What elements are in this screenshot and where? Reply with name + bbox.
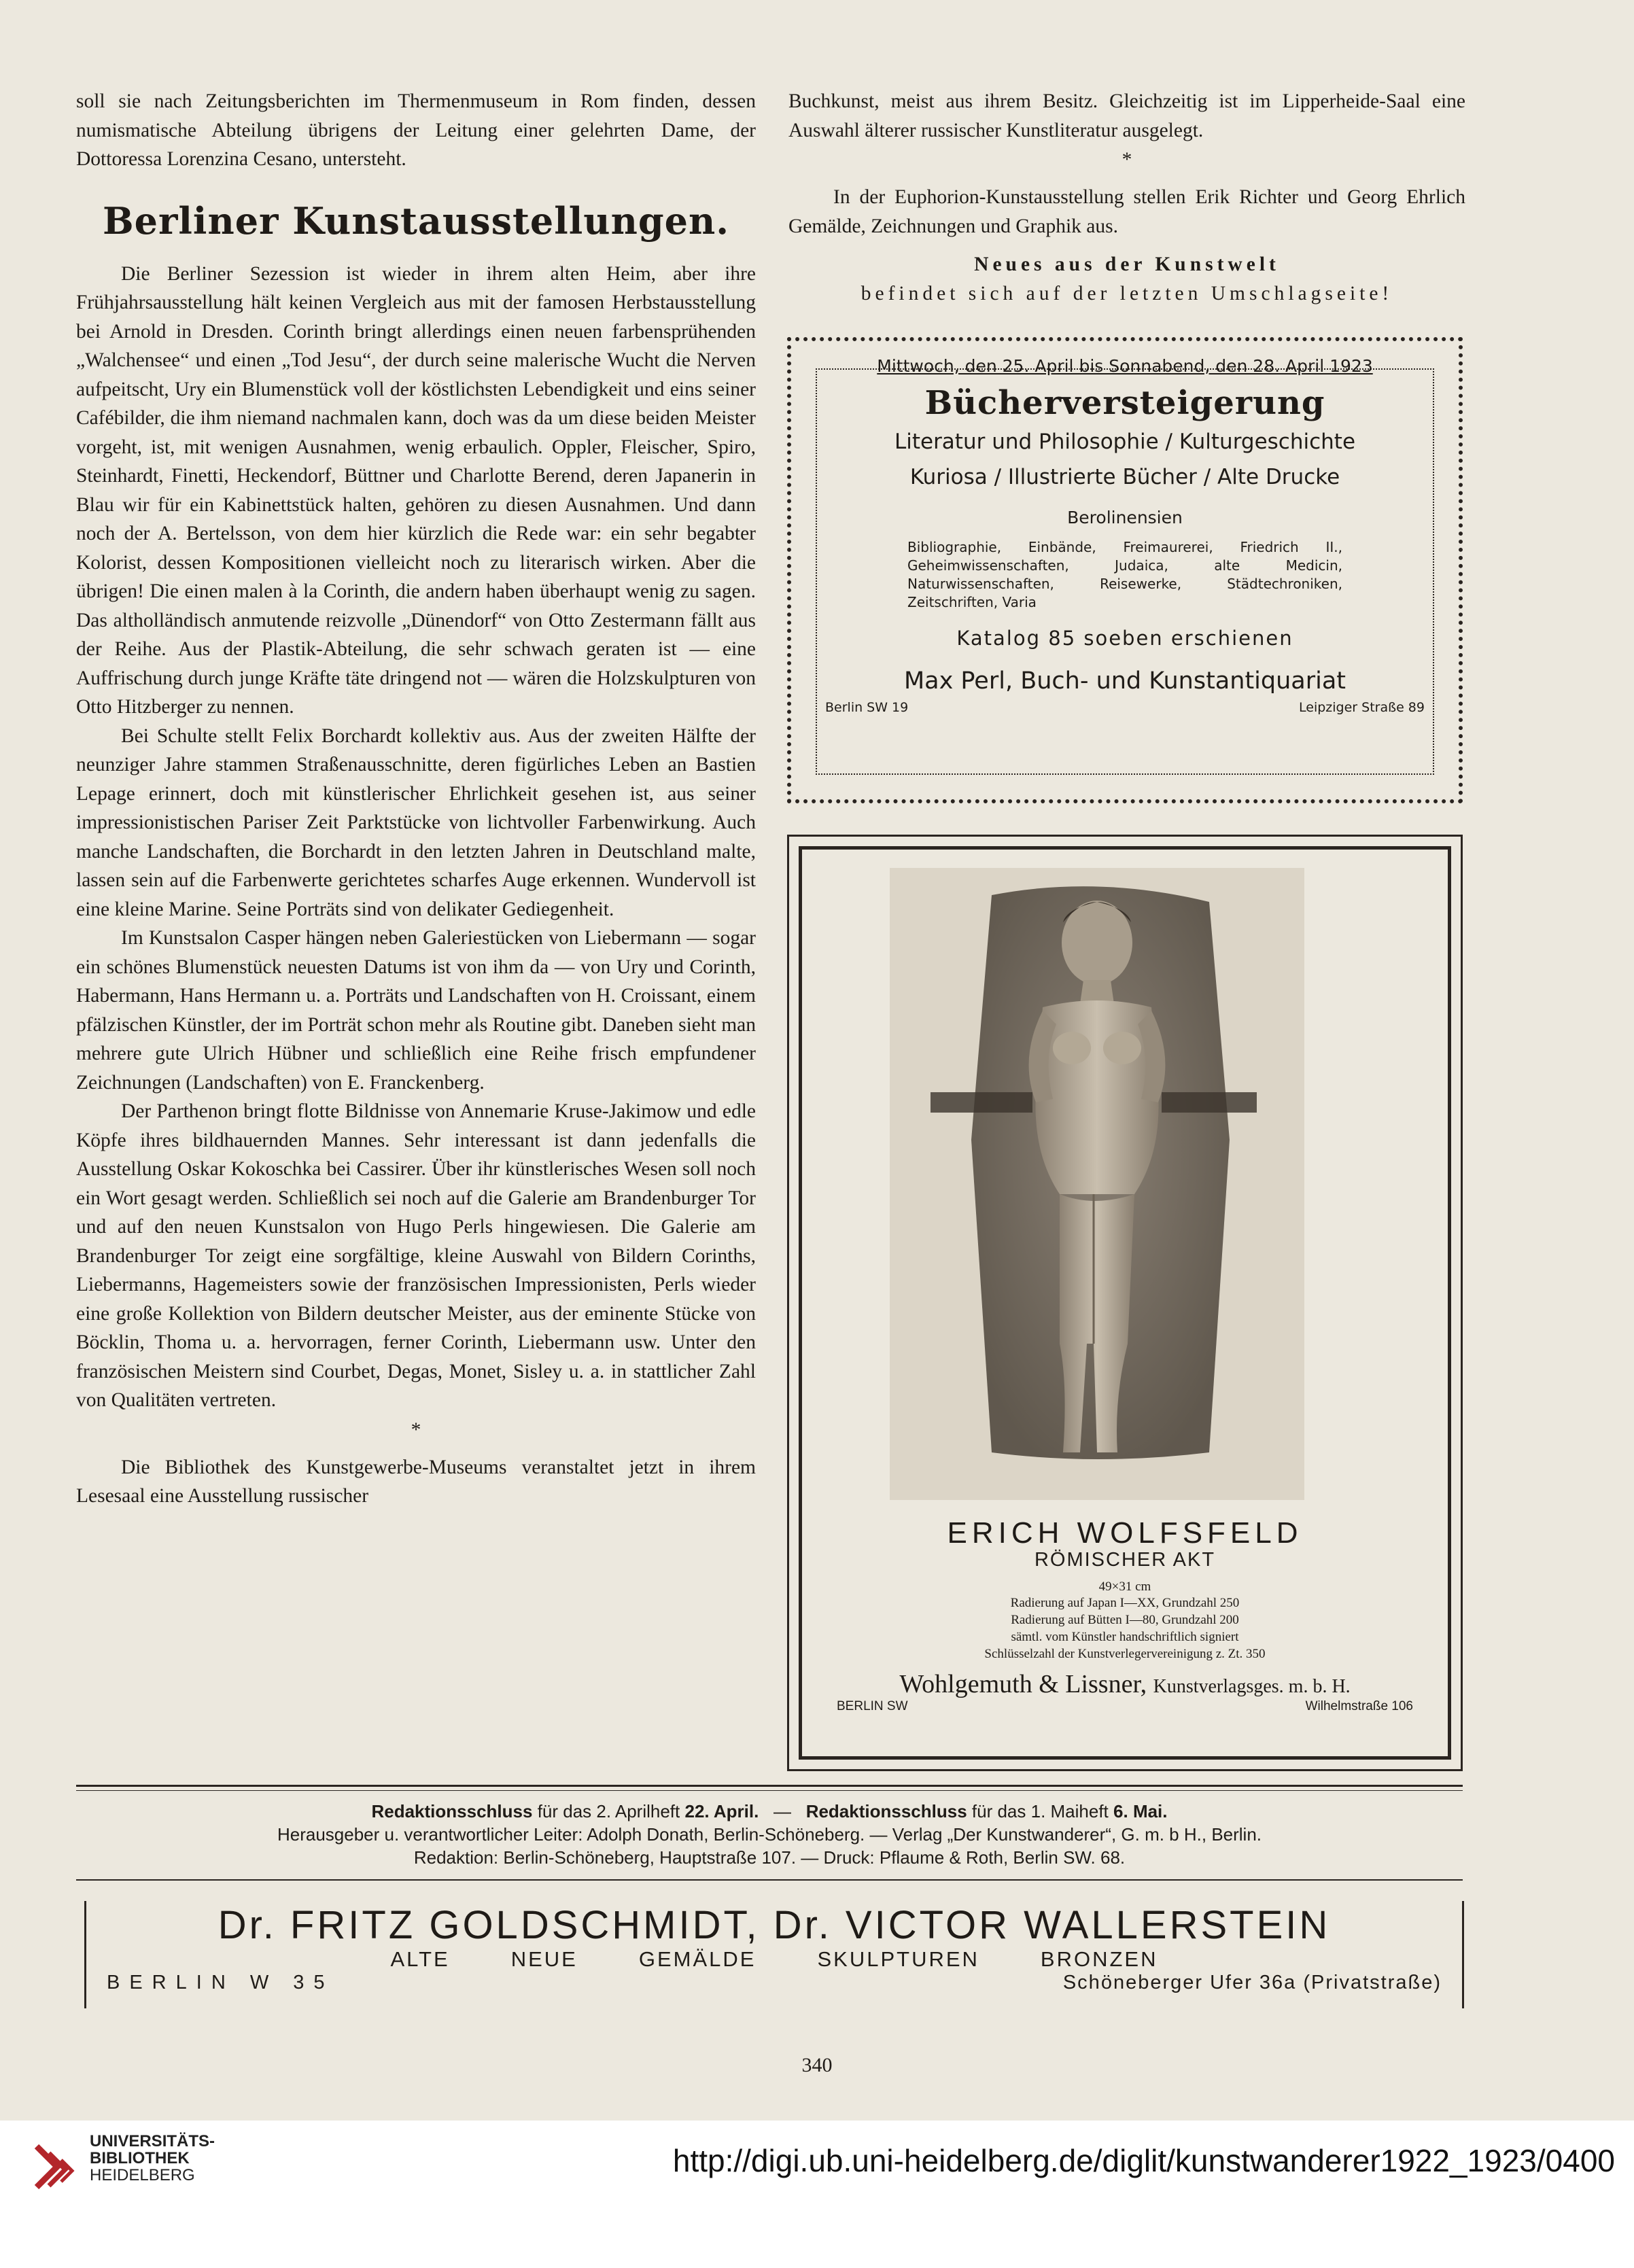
source-url[interactable]: http://digi.ub.uni-heidelberg.de/diglit/kunstwanderer1922_1923/0400 [672,2143,1615,2178]
artwork-size: 49×31 cm [1098,1580,1151,1594]
divider [76,1790,1463,1791]
deadline-line [76,1800,1463,1823]
artwork-advertisement [787,835,1463,1771]
category: NEUE [510,1947,578,1971]
gallery-categories [86,1947,1462,1972]
edition-info: sämtl. vom Künstler handschriftlich signiert [1011,1630,1239,1644]
auction-date: Mittwoch, den 25. April bis Sonnabend, den 28. April 1923 [877,356,1373,376]
paragraph: Im Kunstsalon Casper hängen neben Galeriestücken von Liebermann — sogar ein schönes Blumenstück neuesten Datums ist von ihm da — von Ury und Corinth, Habermann, Hans Hermann u. a. Porträts und Landschaften von H. Croissant, einem pfälzischen Künstler, der im Porträt schon mehr als Routine gibt. Daneben sieht man mehrere gute Ulrich Hübner und schließlich eine Reihe frisch empfundener Zeichnungen (Landschaften) von E. Franckenberg. [76,927,756,1094]
editorial-line: Redaktion: Berlin-Schöneberg, Hauptstraße 107. — Druck: Pflaume & Roth, Berlin SW. 68. [413,1847,1126,1868]
notice-heading: Neues aus der Kunstwelt [974,254,1280,275]
library-logo-icon-svg [30,2140,92,2202]
publisher-name: Wohlgemuth & Lissner, [899,1670,1147,1698]
address-city: BERLIN SW [837,1699,908,1713]
paragraph: Die Berliner Sezession ist wieder in ihrem alten Heim, aber ihre Frühjahrsausstellung hält keinen Vergleich aus mit der famosen Herbstausstellung bei Arnold in Dresden. Corinth bringt allerdings einen neuen farbensprühenden „Walchensee“ und einen „Tod Jesu“, der durch seine malerische Wucht die Nerven aufpeitscht, Ury ein Blumenstück voll der köstlichsten Lebendigkeit und eins seiner Cafébilder, die ihm niemand nachmalen kann, doch was da um diese beiden Meister vorgeht, ist, mit wenigen Ausnahmen, wenig erbaulich. Oppler, Fleischer, Spiro, Steinhardt, Finetti, Heckendorf, Büttner und Charlotte Berend, deren Japanerin in Blau wir für ein Kabinettstück halten, gehören zu diesen Ausnahmen. Und dann noch der A. Bertelsson, von dem hier kürzlich die Rede war: ein sehr begabter Kolorist, dessen Kompositionen vielleicht noch zu literarisch wirken. Aber die übrigen! Die einen malen à la Corinth, die andern haben überhaupt wenig zu sagen. Das altholländisch anmutende reizvolle „Dünendorf“ von Otto Zestermann fällt aus der Reihe. Aus der Plastik-Abteilung, die sehr schwach geraten ist — eine Auffrischung durch junge Kräfte täte dringend not — wären die Holzskulpturen von Otto Hitzberger zu nennen. [76,262,756,718]
right-column [788,87,1465,308]
category: ALTE [390,1947,450,1971]
paragraph: Der Parthenon bringt flotte Bildnisse von Annemarie Kruse-Jakimow und edle Köpfe ihres bildhauernden Mannes. Sehr interessant ist dann jedenfalls die Ausstellung Oskar Kokoschka bei Cassirer. Über ihr künstlerisches Wesen soll noch ein Wort gesagt werden. Schließlich sei noch auf die Galerie am Brandenburger Tor und auf den neuen Kunstsalon von Hugo Perls hingewiesen. Die Galerie am Brandenburger Tor zeigt eine sorgfältige, kleine Auswahl von Bildern Corinths, Liebermanns, Hagemeisters sowie der französischen Impressionisten, Perls wieder eine große Kollektion von Bildern deutscher Meister, aus der eminente Stücke von Böcklin, Thoma u. a. hervorragen, ferner Corinth, Liebermann usw. Unter den französischen Meistern sind Courbet, Degas, Monet, Sisley u. a. in stattlicher Zahl von Qualitäten vertreten. [76,1100,756,1411]
library-name [90,2133,215,2184]
paragraph: soll sie nach Zeitungsberichten im Thermenmuseum in Rom finden, dessen numismatische Abteilung übrigens der Leitung einer gelehrten Dame, der Dottoressa Lorenzina Cesano, untersteht. [76,90,756,170]
edition-info: Radierung auf Japan I—XX, Grundzahl 250 [1010,1596,1240,1610]
library-name-line: BIBLIOTHEK [90,2149,190,2167]
library-name-line: HEIDELBERG [90,2166,195,2184]
artist-name: ERICH WOLFSFELD [947,1516,1303,1550]
deadline-label: Redaktionsschluss [805,1801,967,1821]
divider [76,1879,1463,1881]
section-heading: Berliner Kunstausstellungen. [102,198,730,243]
category: SKULPTUREN [817,1947,979,1971]
auction-list: Bibliographie, Einbände, Freimaurerei, Friedrich II., Geheimwissenschaften, Judaica, alte Medicin, Naturwissenschaften, Reisewerke, Städtechroniken, Zeitschriften, Varia [907,539,1342,610]
etching-image [890,868,1304,1500]
library-logo-icon [30,2140,92,2202]
library-name-line: UNIVERSITÄTS- [90,2132,215,2150]
address-street: Wilhelmstraße 106 [1305,1699,1413,1713]
deadline-text: für das 1. Maiheft [971,1801,1109,1821]
auction-advertisement [787,337,1463,803]
address-city: Berlin SW 19 [825,700,909,715]
paragraph: Buchkunst, meist aus ihrem Besitz. Gleichzeitig ist im Lipperheide-Saal eine Auswahl älterer russischer Kunstliteratur ausgelegt. [788,90,1465,141]
auction-category: Berolinensien [1067,508,1183,527]
page-number: 340 [801,2054,833,2076]
editorial-credits [76,1800,1463,1869]
notice-text: befindet sich auf der letzten Umschlagseite! [861,282,1393,304]
auction-subtitle: Kuriosa / Illustrierte Bücher / Alte Drucke [909,465,1340,489]
publisher-suffix: Kunstverlagsges. m. b. H. [1153,1676,1351,1697]
artwork-title: RÖMISCHER AKT [1034,1549,1216,1571]
dealer-name: Max Perl, Buch- und Kunstantiquariat [903,667,1346,695]
divider [76,1785,1463,1787]
dash: — [773,1801,792,1821]
auction-content [825,356,1425,715]
paragraph: Die Bibliothek des Kunstgewerbe-Museums veranstaltet jetzt in ihrem Lesesaal eine Ausstellung russischer [76,1456,756,1507]
dealer-address [825,700,1425,715]
address-street: Schöneberger Ufer 36a (Privatstraße) [1062,1972,1442,1993]
footer-bar [0,2121,1634,2268]
auction-catalog: Katalog 85 soeben erschienen [956,627,1293,650]
paragraph: Bei Schulte stellt Felix Borchardt kollektiv aus. Aus der zweiten Hälfte der neunziger Jahre stammen Straßenausschnitte, deren figürliches Leben an Bastien Lepage erinnert, doch mit künstlerischer Ehrlichkeit gesehen ist, aus seiner impressionistischen Pariser Zeit Parktstücke von lichtvoller Farbenwirkung. Auch manche Landschaften, die Borchardt in den letzten Jahren in Deutschland malte, lassen sein auf die Farbenwerte gerichtetes scharfes Auge erkennen. Wundervoll ist eine kleine Marine. Seine Porträts sind von delikater Gediegenheit. [76,725,756,920]
deadline-date: 22. April. [684,1801,759,1821]
publisher-address [837,1699,1413,1714]
deadline-date: 6. Mai. [1113,1801,1168,1821]
edition-info: Radierung auf Bütten I—80, Grundzahl 200 [1011,1613,1239,1627]
separator-star: * [1122,149,1132,171]
address-city: BERLIN W 35 [107,1972,334,1993]
address-street: Leipziger Straße 89 [1299,700,1425,715]
gallery-address [86,1972,1462,1994]
nude-figure-illustration [890,868,1304,1500]
auction-subtitle: Literatur und Philosophie / Kulturgeschichte [894,430,1356,454]
gallery-advertisement [84,1901,1464,2008]
gallery-title: Dr. FRITZ GOLDSCHMIDT, Dr. VICTOR WALLERSTEIN [218,1903,1331,1947]
publisher [789,1669,1461,1699]
auction-title: Bücherversteigerung [924,384,1325,422]
publisher-line: Herausgeber u. verantwortlicher Leiter: Adolph Donath, Berlin-Schöneberg. — Verlag „Der Kunstwanderer“, G. m. b H., Berlin. [277,1824,1262,1845]
deadline-text: für das 2. Aprilheft [537,1801,680,1821]
edition-info: Schlüsselzahl der Kunstverlegervereinigung z. Zt. 350 [984,1647,1266,1661]
left-column [76,87,756,1511]
category: BRONZEN [1040,1947,1158,1971]
category: GEMÄLDE [638,1947,757,1971]
artwork-caption [789,1516,1461,1714]
paragraph: In der Euphorion-Kunstausstellung stellen Erik Richter und Georg Ehrlich Gemälde, Zeichnungen und Graphik aus. [788,186,1465,237]
deadline-label: Redaktionsschluss [371,1801,533,1821]
separator-star: * [411,1418,421,1441]
